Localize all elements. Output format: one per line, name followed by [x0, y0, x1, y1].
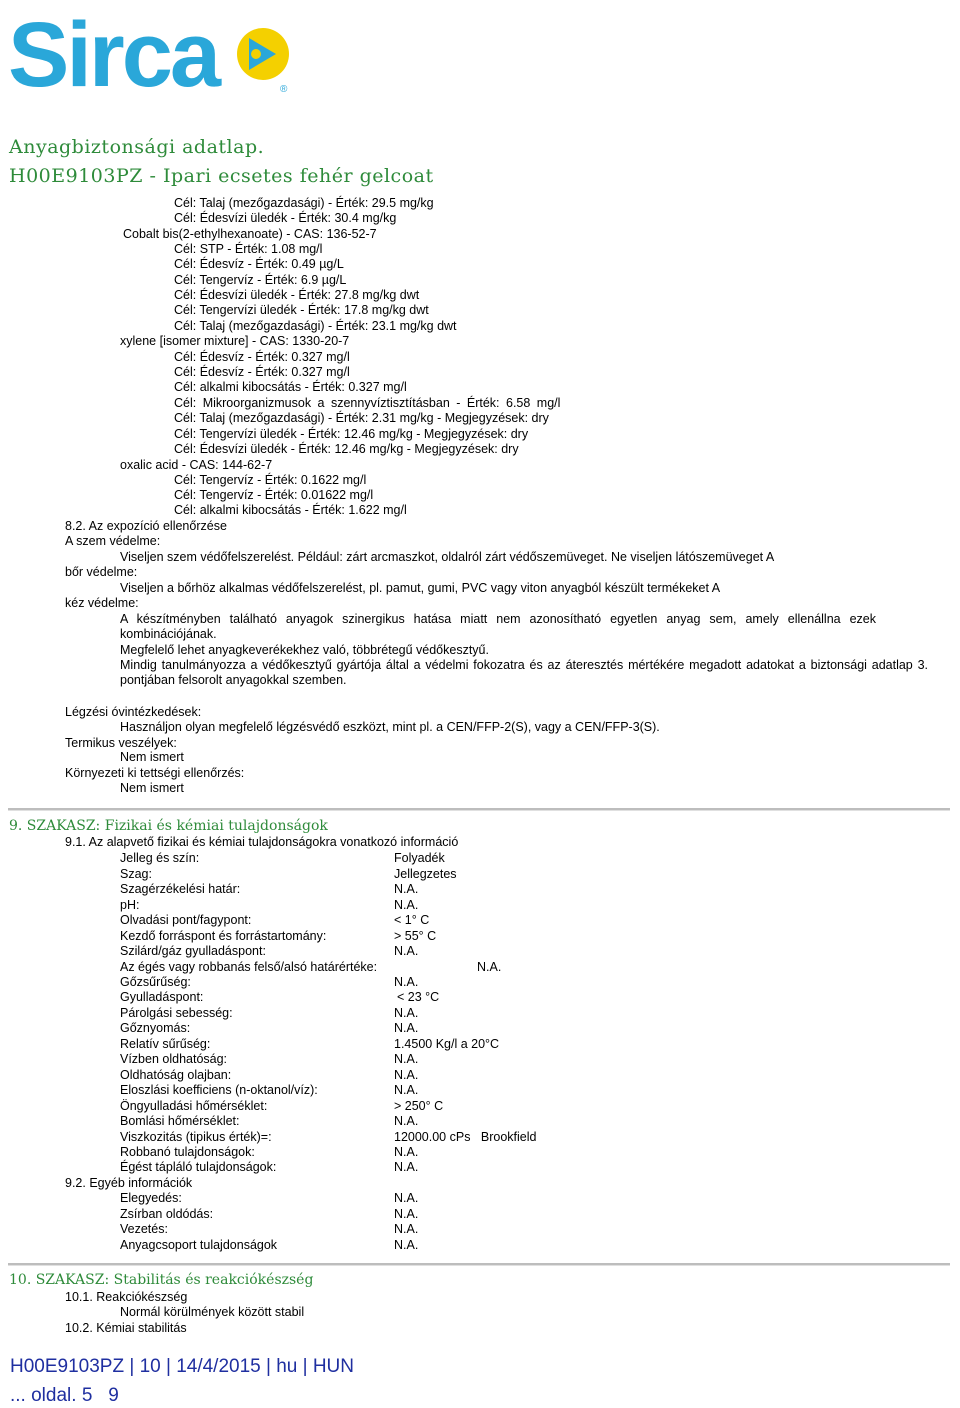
- property-label: Viszkozitás (tipikus érték)=:: [120, 1130, 272, 1144]
- doc-title-line1: Anyagbiztonsági adatlap.: [9, 136, 265, 158]
- exposure-line: Cél: Tengervíz - Érték: 0.1622 mg/l: [174, 473, 367, 487]
- property-label: Szag:: [120, 867, 152, 881]
- property-value: 12000.00 cPs Brookfield: [394, 1130, 537, 1144]
- substance-line: oxalic acid - CAS: 144-62-7: [120, 458, 273, 472]
- property-label: Gőzsűrűség:: [120, 975, 191, 989]
- exposure-line: Cél: Tengervíz - Érték: 6.9 µg/L: [174, 273, 347, 287]
- property-label: Eloszlási koefficiens (n-oktanol/víz):: [120, 1083, 318, 1097]
- logo-wordmark: Sirca: [8, 8, 219, 98]
- exposure-line: Cél: Édesvíz - Érték: 0.327 mg/l: [174, 350, 350, 364]
- footer-document-code: H00E9103PZ | 10 | 14/4/2015 | hu | HUN: [10, 1356, 355, 1377]
- property-label: Vezetés:: [120, 1222, 168, 1236]
- property-value: Jellegzetes: [394, 867, 457, 881]
- property-label: Párolgási sebesség:: [120, 1006, 233, 1020]
- property-label: Jelleg és szín:: [120, 851, 200, 865]
- exposure-line: Cél: Édesvíz - Érték: 0.327 mg/l: [174, 365, 350, 379]
- section-10-2-heading: 10.2. Kémiai stabilitás: [65, 1321, 187, 1335]
- exposure-line: Cél: Tengervízi üledék - Érték: 12.46 mg/kg - Megjegyzések: dry: [174, 427, 529, 441]
- thermal-hazards-text: Nem ismert: [120, 750, 184, 764]
- property-label: Az égés vagy robbanás felső/alsó határértéke:: [120, 960, 378, 974]
- exposure-line: Cél: Mikroorganizmusok a szennyvíztisztításban - Érték: 6.58 mg/l: [174, 396, 561, 410]
- property-label: Relatív sűrűség:: [120, 1037, 211, 1051]
- property-value: N.A.: [394, 1052, 419, 1066]
- property-label: Öngyulladási hőmérséklet:: [120, 1099, 268, 1113]
- skin-protection-text: Viseljen a bőrhöz alkalmas védőfelszerelést, pl. pamut, gumi, PVC vagy viton anyagból készült termékeket A: [120, 581, 721, 595]
- property-value: N.A.: [394, 1207, 419, 1221]
- property-value: N.A.: [394, 1068, 419, 1082]
- section-8-2-heading: 8.2. Az expozíció ellenőrzése: [65, 519, 227, 533]
- exposure-line: Cél: Talaj (mezőgazdasági) - Érték: 23.1 mg/kg dwt: [174, 319, 457, 333]
- property-value: N.A.: [394, 1145, 419, 1159]
- section-10-title: 10. SZAKASZ: Stabilitás és reakciókészség: [9, 1272, 314, 1288]
- doc-title-line2: H00E9103PZ - Ipari ecsetes fehér gelcoat: [9, 165, 434, 187]
- eye-protection-label: A szem védelme:: [65, 534, 161, 548]
- exposure-line: Cél: Édesvízi üledék - Érték: 30.4 mg/kg: [174, 211, 397, 225]
- property-value: N.A.: [394, 1083, 419, 1097]
- thermal-hazards-label: Termikus veszélyek:: [65, 736, 177, 750]
- section-9-1-heading: 9.1. Az alapvető fizikai és kémiai tulajdonságokra vonatkozó információ: [65, 835, 459, 849]
- eye-protection-text: Viseljen szem védőfelszerelést. Például: zárt arcmaszkot, oldalról zárt védőszemüveget. Ne viseljen látószemüveget A: [120, 550, 775, 564]
- exposure-line: Cél: Édesvíz - Érték: 0.49 µg/L: [174, 257, 344, 271]
- hand-protection-paragraph: Megfelelő lehet anyagkeverékekhez való, többrétegű védőkesztyű.: [120, 643, 489, 657]
- property-label: Zsírban oldódás:: [120, 1207, 214, 1221]
- property-label: Elegyedés:: [120, 1191, 182, 1205]
- property-label: Gyulladáspont:: [120, 990, 204, 1004]
- substance-line: Cobalt bis(2-ethylhexanoate) - CAS: 136-52-7: [123, 227, 377, 241]
- exposure-line: Cél: Talaj (mezőgazdasági) - Érték: 29.5 mg/kg: [174, 196, 434, 210]
- property-value: N.A.: [394, 975, 419, 989]
- footer-page-number: ... oldal. 5 9: [10, 1385, 119, 1406]
- property-label: Égést tápláló tulajdonságok:: [120, 1160, 277, 1174]
- reactivity-text: Normál körülmények között stabil: [120, 1305, 305, 1319]
- property-value: N.A.: [394, 1114, 419, 1128]
- skin-protection-label: bőr védelme:: [65, 565, 138, 579]
- property-label: pH:: [120, 898, 140, 912]
- property-value: N.A.: [394, 1021, 419, 1035]
- property-value: < 1° C: [394, 913, 430, 927]
- section-9-title: 9. SZAKASZ: Fizikai és kémiai tulajdonságok: [9, 818, 328, 834]
- environmental-exposure-label: Környezeti ki tettségi ellenőrzés:: [65, 766, 245, 780]
- logo-emblem-icon: [237, 28, 289, 80]
- property-value: < 23 °C: [397, 990, 440, 1004]
- property-label: Anyagcsoport tulajdonságok: [120, 1238, 278, 1252]
- hand-protection-paragraph: Mindig tanulmányozza a védőkesztyű gyártója által a védelmi fokozatra és az áteresztés mértékére megadott adatokat a biztonsági adatlap 3. pontjában felsorolt anyagokkal szemben.: [120, 658, 928, 687]
- property-label: Robbanó tulajdonságok:: [120, 1145, 255, 1159]
- property-value: > 250° C: [394, 1099, 444, 1113]
- environmental-exposure-text: Nem ismert: [120, 781, 184, 795]
- property-value: N.A.: [394, 1191, 419, 1205]
- exposure-line: Cél: Édesvízi üledék - Érték: 27.8 mg/kg dwt: [174, 288, 420, 302]
- exposure-line: Cél: Édesvízi üledék - Érték: 12.46 mg/kg - Megjegyzések: dry: [174, 442, 519, 456]
- property-value: N.A.: [394, 944, 419, 958]
- exposure-line: Cél: alkalmi kibocsátás - Érték: 0.327 mg/l: [174, 380, 407, 394]
- logo-registered-mark: ®: [280, 84, 288, 95]
- section-10-1-heading: 10.1. Reakciókészség: [65, 1290, 188, 1304]
- exposure-line: Cél: STP - Érték: 1.08 mg/l: [174, 242, 323, 256]
- sirca-logo: [8, 8, 298, 98]
- exposure-line: Cél: Tengervíz - Érték: 0.01622 mg/l: [174, 488, 374, 502]
- section-9-2-heading: 9.2. Egyéb információk: [65, 1176, 193, 1190]
- hand-protection-label: kéz védelme:: [65, 596, 139, 610]
- property-value: N.A.: [394, 882, 419, 896]
- respiratory-protection-label: Légzési óvintézkedések:: [65, 705, 202, 719]
- exposure-line: Cél: alkalmi kibocsátás - Érték: 1.622 mg/l: [174, 503, 407, 517]
- property-value: > 55° C: [394, 929, 437, 943]
- property-label: Olvadási pont/fagypont:: [120, 913, 252, 927]
- substance-line: xylene [isomer mixture] - CAS: 1330-20-7: [120, 334, 350, 348]
- property-value: N.A.: [394, 1006, 419, 1020]
- property-value: N.A.: [477, 960, 502, 974]
- section-divider: [8, 1263, 950, 1266]
- section-divider: [8, 808, 950, 811]
- respiratory-protection-text: Használjon olyan megfelelő légzésvédő eszközt, mint pl. a CEN/FFP-2(S), vagy a CEN/FFP-3(S).: [120, 720, 660, 734]
- exposure-line: Cél: Talaj (mezőgazdasági) - Érték: 2.31 mg/kg - Megjegyzések: dry: [174, 411, 549, 425]
- property-value: N.A.: [394, 1238, 419, 1252]
- exposure-line: Cél: Tengervízi üledék - Érték: 17.8 mg/kg dwt: [174, 303, 429, 317]
- property-value: 1.4500 Kg/l a 20°C: [394, 1037, 500, 1051]
- property-value: N.A.: [394, 898, 419, 912]
- property-label: Kezdő forráspont és forrástartomány:: [120, 929, 327, 943]
- property-value: N.A.: [394, 1160, 419, 1174]
- property-label: Szilárd/gáz gyulladáspont:: [120, 944, 266, 958]
- property-label: Oldhatóság olajban:: [120, 1068, 232, 1082]
- property-label: Gőznyomás:: [120, 1021, 191, 1035]
- hand-protection-paragraph: A készítményben található anyagok szinergikus hatása miatt nem azonosítható egyetlen anyag sem, amely ellenállna ezek kombinációjának.: [120, 612, 876, 641]
- property-label: Bomlási hőmérséklet:: [120, 1114, 240, 1128]
- property-value: N.A.: [394, 1222, 419, 1236]
- property-label: Vízben oldhatóság:: [120, 1052, 228, 1066]
- property-value: Folyadék: [394, 851, 445, 865]
- property-label: Szagérzékelési határ:: [120, 882, 241, 896]
